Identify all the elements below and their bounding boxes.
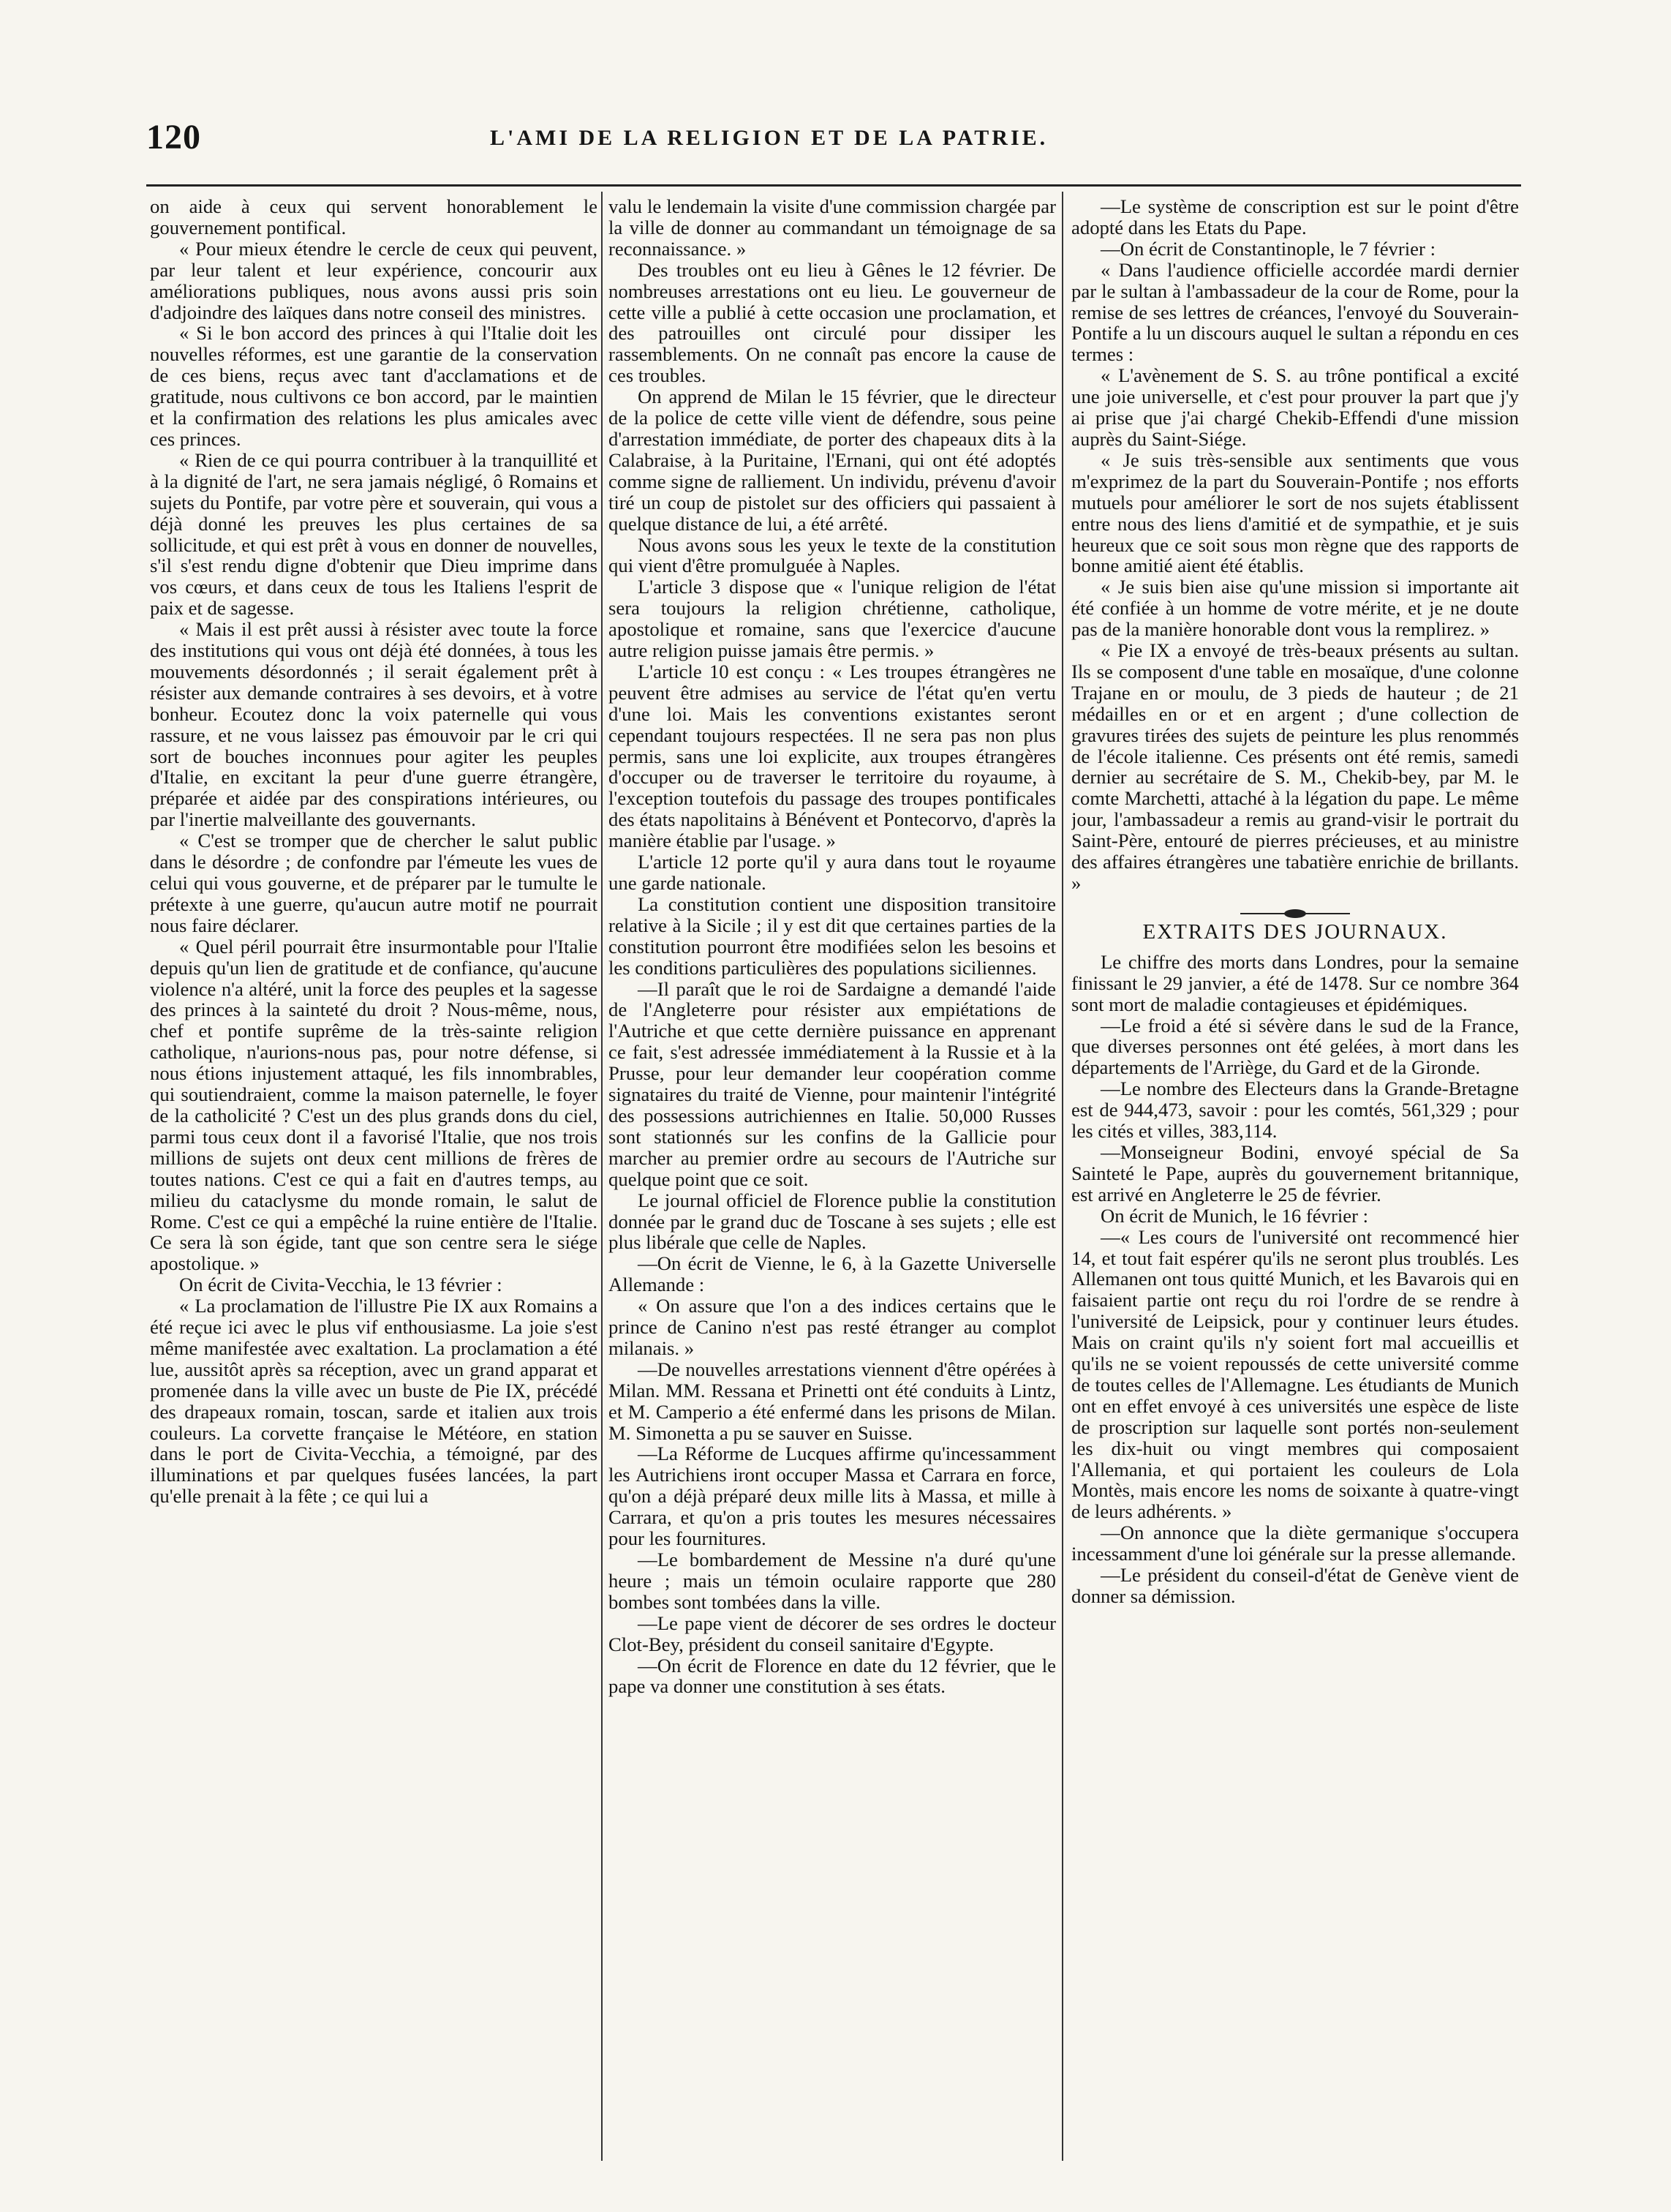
running-title: L'AMI DE LA RELIGION ET DE LA PATRIE. <box>490 126 1049 150</box>
paragraph: —Le président du conseil-d'état de Genève vient de donner sa démission. <box>1071 1564 1519 1607</box>
paragraph: valu le lendemain la visite d'une commission chargée par la ville de donner au commandant un témoignage de sa reconnaissance. » <box>608 196 1056 260</box>
paragraph: —Le pape vient de décorer de ses ordres le docteur Clot-Bey, président du conseil sanitaire d'Egypte. <box>608 1611 1056 1655</box>
paragraph: « Pour mieux étendre le cercle de ceux qui peuvent, par leur talent et leur expérience, concourir aux améliorations publiques, nous avons aussi pris soin d'adjoindre des laïques dans notre conseil des ministres. <box>150 237 597 323</box>
paragraph: Des troubles ont eu lieu à Gênes le 12 février. De nombreuses arrestations ont eu lieu. Le gouverneur de cette ville a publié à cette occasion une proclamation, et des patrouilles ont circulé pour dissiper les rassemblements. On ne connaît pas encore la cause de ces troubles. <box>608 258 1056 387</box>
header-rule <box>146 184 1521 187</box>
paragraph: « Je suis très-sensible aux sentiments que vous m'exprimez de la part du Souverain-Pontife ; nos efforts mutuels pour améliorer le sort de nos sujets établissent entre nous des liens d'amitié et de sympathie, et je suis heureux que ce soit sous mon règne que des rapports de bonne amitié aient été établis. <box>1071 448 1519 577</box>
paragraph: « Rien de ce qui pourra contribuer à la tranquillité et à la dignité de l'art, ne sera jamais négligé, ô Romains et sujets du Pontife, par votre père et souverain, qui vous a déjà donné les preuves les plus certaines de sa sollicitude, et qui est prêt à vous en donner de nouvelles, s'il s'est rendu digne d'obtenir que Dieu imprime dans vos cœurs, et dans ceux de tous les Italiens l'esprit de paix et de sagesse. <box>150 448 597 620</box>
paragraph: —On écrit de Constantinople, le 7 février : <box>1101 237 1436 260</box>
paragraph: —On écrit de Vienne, le 6, à la Gazette Universelle Allemande : <box>608 1252 1056 1296</box>
paragraph: « L'avènement de S. S. au trône pontifical a excité une joie universelle, et c'est pour prouver la part que j'y ai prise que j'ai chargé Chekib-Effendi d'une mission auprès du Saint-Siége. <box>1071 364 1519 450</box>
paragraph: « Mais il est prêt aussi à résister avec toute la force des institutions qui vous ont déjà été données, à tous les mouvements désordonnés ; il serait également prêt à résister aux demande contraires à ses devoirs, et à votre bonheur. Ecoutez donc la voix paternelle qui vous rassure, et ne vous laissez pas émouvoir par le cri qui sort de bouches inconnues pour agiter les peuples d'Italie, en excitant la peur d'une guerre étrangère, préparée et aidée par des conspirations intérieures, ou par l'inertie malveillante des gouvernants. <box>150 618 597 831</box>
paragraph: L'article 12 porte qu'il y aura dans tout le royaume une garde nationale. <box>608 851 1056 894</box>
page-number: 120 <box>146 118 201 157</box>
paragraph: —« Les cours de l'université ont recommencé hier 14, et tout fait espérer qu'ils ne seront plus troublés. Les Allemanen ont tous quitté Munich, et les Bavarois qui en faisaient partie ont reçu du roi l'ordre de se rendre à l'université de Leipsick, pour y continuer leurs études. Mais on craint qu'ils n'y soient fort mal accueillis et qu'ils ne se voient repoussés de cette université comme de toutes celles de l'Allemagne. Les étudiants de Munich ont en effet envoyé à ces universités une espèce de liste de proscription sur laquelle sont portés non-seulement les dix-huit ou vingt membres qui composaient l'Allemania, et qui portaient les couleurs de Lola Montès, mais encore les noms de soixante à quatre-vingt de leurs adhérents. » <box>1071 1225 1519 1523</box>
page-header <box>146 117 1521 183</box>
paragraph: L'article 3 dispose que « l'unique religion de l'état sera toujours la religion chrétienne, catholique, apostolique et romaine, sans que l'exercice d'aucune autre religion puisse jamais être permis. » <box>608 576 1056 662</box>
paragraph: « Pie IX a envoyé de très-beaux présents au sultan. Ils se composent d'une table en mosaïque, d'une colonne Trajane en or moulu, de 3 pieds de hauteur ; de 21 médailles en or et en argent ; d'une collection de gravures tirées des sujets de peinture les plus renommés de l'école italienne. Ces présents ont été remis, samedi dernier au secrétaire de S. M., Chekib-bey, par M. le comte Marchetti, attaché à la légation du pape. Le même jour, l'ambassadeur a remis au grand-visir le portrait du Saint-Père, entouré de pierres précieuses, et au ministre des affaires étrangères une tabatière enrichie de brillants. » <box>1071 639 1519 894</box>
paragraph: —De nouvelles arrestations viennent d'être opérées à Milan. MM. Ressana et Prinetti ont été conduits à Lintz, et M. Camperio a été enfermé dans les prisons de Milan. M. Simonetta a pu se sauver en Suisse. <box>608 1358 1056 1444</box>
paragraph: « On assure que l'on a des indices certains que le prince de Canino n'est pas resté étranger au complot milanais. » <box>608 1295 1056 1359</box>
column-divider <box>601 192 603 2161</box>
dateline: On écrit de Civita-Vecchia, le 13 février : <box>179 1274 502 1296</box>
paragraph: L'article 10 est conçu : « Les troupes étrangères ne peuvent être admises au service de l'état qu'en vertu d'une loi. Mais les conventions existantes seront cependant toujours respectées. Il ne sera pas non plus permis, sans une loi explicite, aux troupes étrangères d'occuper ou de traverser le territoire du royaume, à l'exception toutefois du passage des troupes pontificales des états napolitains à Bénévent et Pontecorvo, d'après la manière établie par l'usage. » <box>608 660 1056 852</box>
paragraph: « Si le bon accord des princes à qui l'Italie doit les nouvelles réformes, est une garantie de la conservation de ces biens, reçus avec tant d'acclamations et de gratitude, nous cultivons ce bon accord, par le maintien et la confirmation des relations les plus amicales avec ces princes. <box>150 322 597 450</box>
paragraph: —Le bombardement de Messine n'a duré qu'une heure ; mais un témoin oculaire rapporte que 280 bombes sont tombées dans la ville. <box>608 1549 1056 1613</box>
paragraph: On apprend de Milan le 15 février, que le directeur de la police de cette ville vient de défendre, sous peine d'arrestation immédiate, de porter des chapeaux dits à la Calabraise, à la Puritaine, l'Ernani, qui ont été adoptés comme signe de ralliement. Un individu, prévenu d'avoir tiré un coup de pistolet sur des officiers qui passaient à quelque distance de lui, a été arrêté. <box>608 385 1056 535</box>
column-3 <box>1071 196 1519 2168</box>
paragraph: Le journal officiel de Florence publie la constitution donnée par le grand duc de Toscane à ses sujets ; elle est plus libérale que celle de Naples. <box>608 1189 1056 1254</box>
paragraph: « Quel péril pourrait être insurmontable pour l'Italie depuis qu'un lien de gratitude et de confiance, qu'aucune violence n'a altéré, unit la force des peuples et la sagesse des princes à la sainteté du droit ? Nous-même, nous, chef et pontife suprême de la très-sainte religion catholique, n'aurions-nous pas, pour notre défense, si nous étions injustement attaqué, les fils innombrables, qui soutiendraient, comme la maison paternelle, le foyer de la catholicité ? C'est un des plus grands dons du ciel, parmi tous ceux dont il a favorisé l'Italie, que nos trois millions de sujets ont deux cent millions de frères de toutes nations. C'est ce qui a fait en d'autres temps, au milieu du cataclysme du monde romain, le salut de Rome. C'est ce qui a empêché la ruine entière de l'Italie. Ce sera là son égide, tant que son centre sera le siége apostolique. » <box>150 935 597 1275</box>
paragraph: —Le système de conscription est sur le point d'être adopté dans les Etats du Pape. <box>1071 196 1519 238</box>
paragraph: —Le froid a été si sévère dans le sud de la France, que diverses personnes ont été gelées, à mort dans les départements de l'Arriège, du Gard et de la Gironde. <box>1071 1014 1519 1079</box>
paragraph: « Je suis bien aise qu'une mission si importante ait été confiée à un homme de votre mérite, et je ne doute pas de la manière honorable dont vous la remplirez. » <box>1071 576 1519 641</box>
paragraph: Nous avons sous les yeux le texte de la constitution qui vient d'être promulguée à Naples. <box>608 533 1056 577</box>
ornament-rule <box>1240 913 1350 914</box>
column-2 <box>608 196 1056 2168</box>
paragraph: on aide à ceux qui servent honorablement le gouvernement pontifical. <box>150 196 597 238</box>
paragraph: Le chiffre des morts dans Londres, pour la semaine finissant le 29 janvier, a été de 1478. Sur ce nombre 364 sont mort de maladie contagieuses et épidémiques. <box>1071 950 1519 1015</box>
section-title: EXTRAITS DES JOURNAUX. <box>1142 919 1448 944</box>
paragraph: —Le nombre des Electeurs dans la Grande-Bretagne est de 944,473, savoir : pour les comtés, 561,329 ; pour les cités et villes, 383,114. <box>1071 1077 1519 1143</box>
paragraph: —On écrit de Florence en date du 12 février, que le pape va donner une constitution à ses états. <box>608 1654 1056 1698</box>
paragraph: —On annonce que la diète germanique s'occupera incessamment d'une loi générale sur la presse allemande. <box>1071 1521 1519 1565</box>
column-1 <box>150 196 597 2168</box>
paragraph: « C'est se tromper que de chercher le salut public dans le désordre ; de confondre par l'émeute les vues de celui qui vous gouverne, et de préparer par le tumulte le prétexte à une guerre, qu'aucun autre motif ne pourrait nous faire déclarer. <box>150 830 597 936</box>
paragraph: « Dans l'audience officielle accordée mardi dernier par le sultan à l'ambassadeur de la cour de Rome, pour la remise de ses lettres de créances, l'envoyé du Souverain-Pontife a lu un discours auquel le sultan a répondu en ces termes : <box>1071 258 1519 366</box>
paragraph: —Monseigneur Bodini, envoyé spécial de Sa Sainteté le Pape, auprès du gouvernement britannique, est arrivé en Angleterre le 25 de février. <box>1071 1140 1519 1205</box>
paragraph: « La proclamation de l'illustre Pie IX aux Romains a été reçue ici avec le plus vif enthousiasme. La joie s'est même manifestée avec exaltation. La proclamation a été lue, aussitôt après sa réception, avec un grand apparat et promenée dans la ville avec un buste de Pie IX, précédé des drapeaux romain, toscan, sarde et italien aux trois couleurs. La corvette française le Météore, en station dans le port de Civita-Vecchia, a témoigné, par des illuminations et par quelques fusées lancées, la part qu'elle prenait à la fête ; ce qui lui a <box>150 1295 597 1508</box>
column-divider <box>1062 192 1063 2161</box>
dateline: On écrit de Munich, le 16 février : <box>1101 1204 1369 1227</box>
paragraph: —Il paraît que le roi de Sardaigne a demandé l'aide de l'Angleterre pour résister aux empiétations de l'Autriche et que cette dernière puissance en apprenant ce fait, s'est adressée immédiatement à la Russie et à la Prusse, pour leur demander leur coopération comme signataires du traité de Vienne, pour maintenir l'intégrité des possessions autrichiennes en Italie. 50,000 Russes sont stationnés sur les confins de la Gallicie pour marcher au premier ordre au secours de l'Autriche sur quelque point que ce soit. <box>608 977 1056 1190</box>
paragraph: —La Réforme de Lucques affirme qu'incessamment les Autrichiens iront occuper Massa et Carrara en force, qu'on a déjà préparé deux mille lits à Massa, et mille à Carrara, et qu'on a pris toutes les mesures nécessaires pour les fournitures. <box>608 1442 1056 1550</box>
paragraph: La constitution contient une disposition transitoire relative à la Sicile ; il y est dit que certaines parties de la constitution pourront être modifiées selon les besoins et les conditions particulières des populations siciliennes. <box>608 892 1056 979</box>
